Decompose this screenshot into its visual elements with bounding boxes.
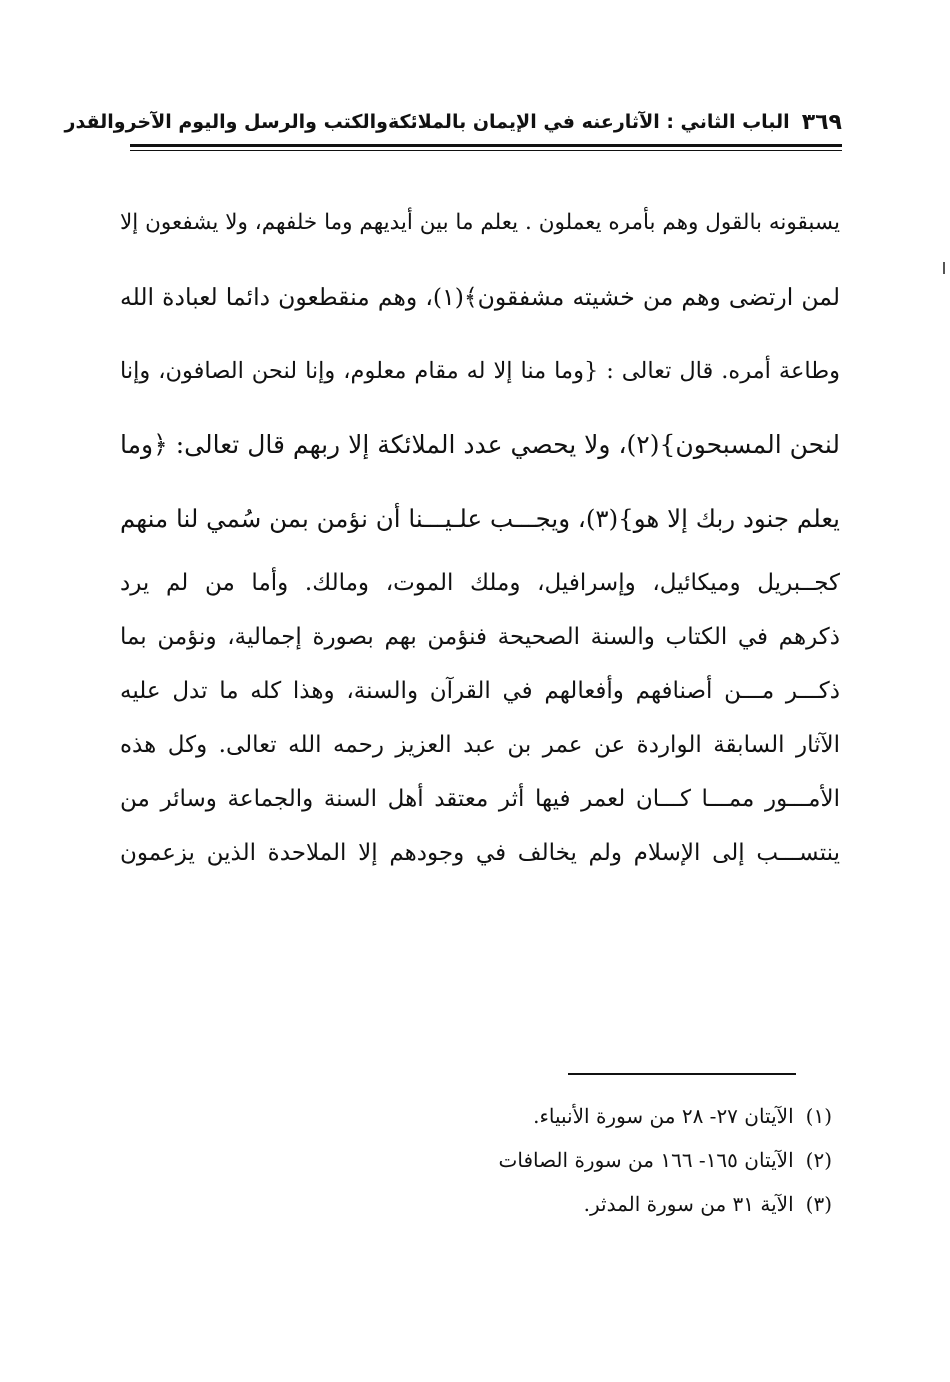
footnotes: [332, 1094, 832, 1226]
chapter-title: الباب الثاني : الآثارعنه في الإيمان بالملائكةوالكتب والرسل واليوم الآخروالقدر: [64, 111, 790, 133]
running-header: [64, 102, 842, 142]
body-line: يعلم جنود ربك إلا هو}(٣)، ويجـــب علـيـــنا أن نؤمن بمن سُمي لنا منهم: [120, 504, 840, 533]
header-rule-thick: [130, 144, 842, 147]
footnote-item: [332, 1138, 832, 1182]
body-line: وطاعة أمره. قال تعالى : {وما منا إلا له مقام معلوم، وإنا لنحن الصافون، وإنا: [120, 358, 840, 384]
body-line: الآثار السابقة الواردة عن عمر بن عبد العزيز رحمه الله تعالى. وكل هذه: [120, 732, 840, 758]
footnote-separator: [568, 1073, 796, 1075]
page-number: ٣٦٩: [801, 109, 842, 135]
footnote-text: الآيتان ١٦٥- ١٦٦ من سورة الصافات: [498, 1148, 794, 1172]
header-rule-thin: [130, 150, 842, 151]
body-line: يسبقونه بالقول وهم بأمره يعملون . يعلم ما بين أيديهم وما خلفهم، ولا يشفعون إلا: [120, 210, 840, 235]
body-line: ذكرهم في الكتاب والسنة الصحيحة فنؤمن بهم بصورة إجمالية، ونؤمن بما: [120, 624, 840, 650]
body-line: ينتســـب إلى الإسلام ولم يخالف في وجودهم إلا الملاحدة الذين يزعمون: [120, 840, 840, 866]
footnote-number: (٢): [805, 1148, 832, 1172]
scan-edge-mark: [943, 262, 945, 274]
footnote-text: الآية ٣١ من سورة المدثر.: [583, 1192, 794, 1216]
footnote-item: [332, 1182, 832, 1226]
body-line: الأمـــور ممـــا كـــان لعمر فيها أثر معتقد أهل السنة والجماعة وسائر من: [120, 786, 840, 812]
footnote-number: (٣): [805, 1192, 832, 1216]
body-line: كجــبريل وميكائيل، وإسرافيل، وملك الموت، ومالك. وأما من لم يرد: [120, 570, 840, 596]
body-line: لمن ارتضى وهم من خشيته مشفقون﴾(١)، وهم منقطعون دائما لعبادة الله: [120, 283, 840, 311]
footnote-number: (١): [805, 1104, 832, 1128]
body-line: لنحن المسبحون}(٢)، ولا يحصي عدد الملائكة إلا ربهم قال تعالى: ﴿وما: [120, 430, 840, 459]
footnote-text: الآيتان ٢٧- ٢٨ من سورة الأنبياء.: [533, 1104, 794, 1128]
footnote-item: [332, 1094, 832, 1138]
body-text: [120, 186, 840, 880]
body-line: ذكـــر مـــن أصنافهم وأفعالهم في القرآن والسنة، وهذا كله ما تدل عليه: [120, 678, 840, 704]
